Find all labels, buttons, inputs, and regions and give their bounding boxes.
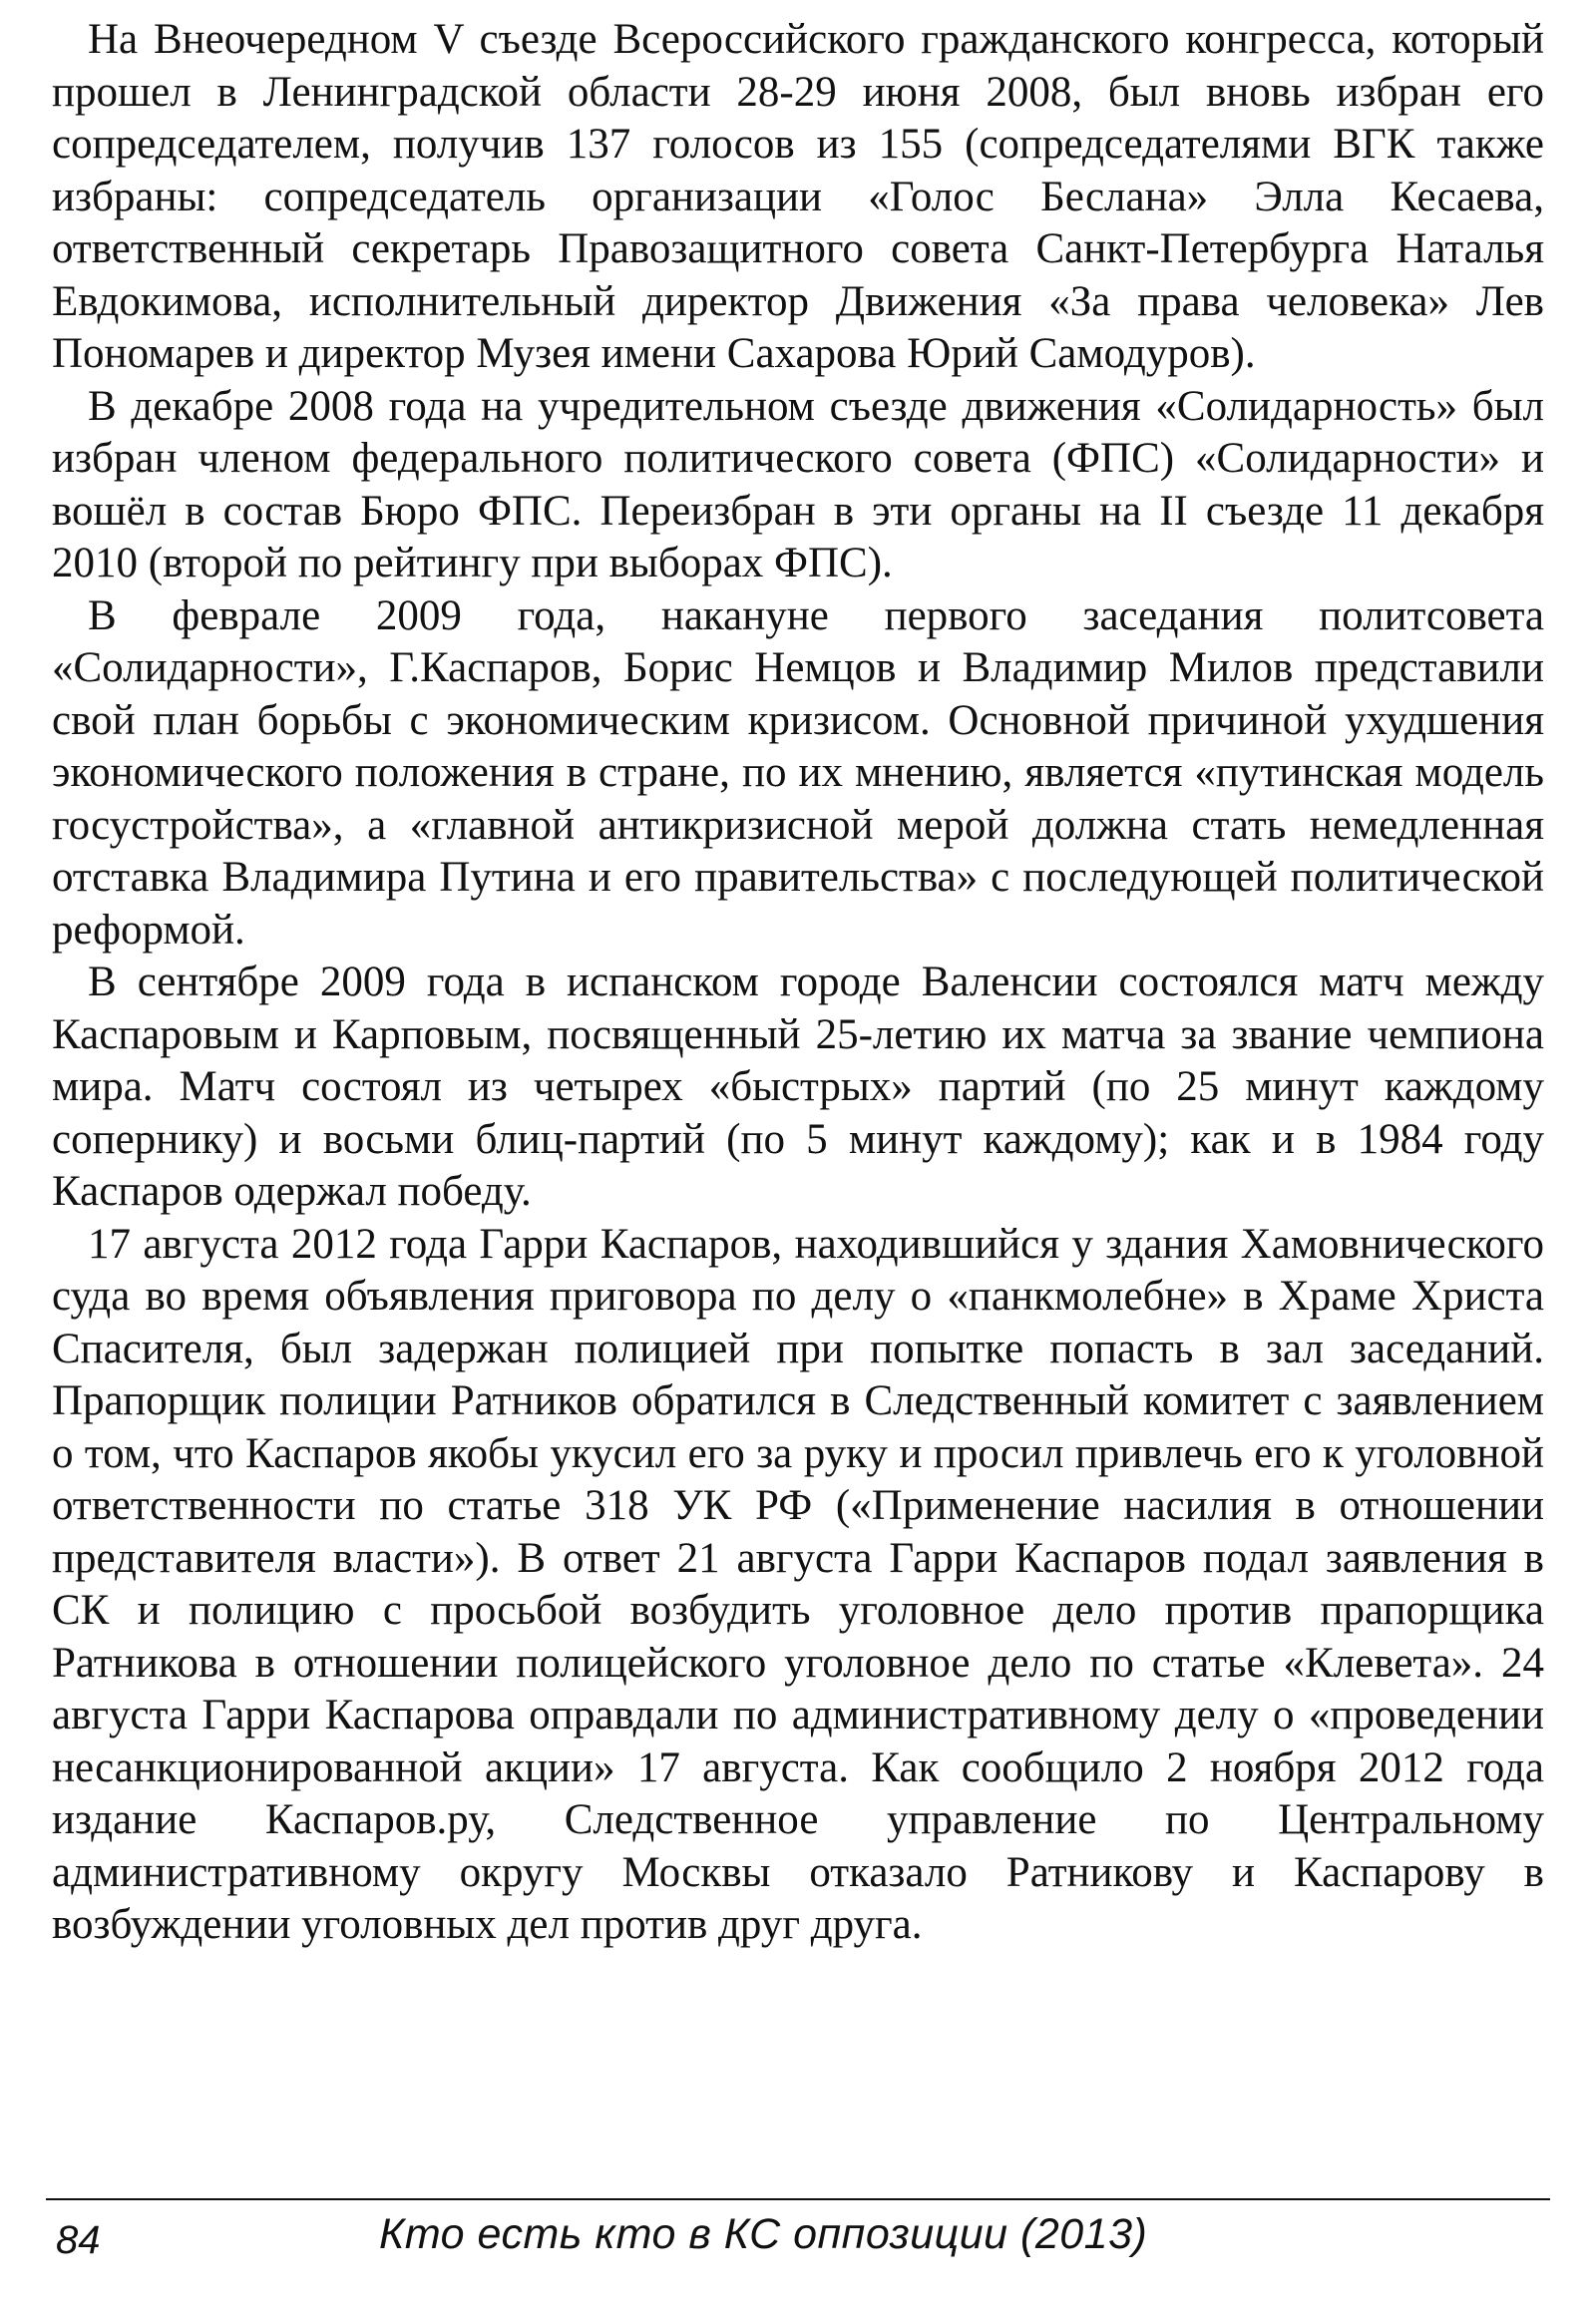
paragraph-valencia-match: В сентябре 2009 года в испанском городе Валенсии состоялся матч между Каспаровым и Карповым, посвященный 25-летию их матча за звание чемпиона мира. Матч состоял из четырех «быстрых» партий (по 25 минут каждому сопернику) и восьми блиц-партий (по 5 минут каждому); как и в 1984 году Каспаров одержал победу. bbox=[52, 959, 1544, 1215]
paragraph-solidarity-council: В декабре 2008 года на учредительном съезде движения «Солидарность» был избран членом федерального политического совета (ФПС) «Солидарности» и вошёл в состав Бюро ФПС. Переизбран в эти органы на II съезде 11 декабря 2010 (второй по рейтингу при выборах ФПС). bbox=[52, 382, 1544, 586]
paragraph-vgk-congress: На Внеочередном V съезде Всероссийского гражданского конгресса, который прошел в Ленинградской области 28-29 июня 2008, был вновь избран его сопредседателем, получив 137 голосов из 155 (сопредседателями ВГК также избраны: сопредседатель организации «Голос Беслана» Элла Кесаева, ответственный секретарь Правозащитного совета Санкт-Петербурга Наталья Евдокимова, исполнительный директор Движения «За права человека» Лев Пономарев и директор Музея имени Сахарова Юрий Самодуров). bbox=[52, 16, 1544, 377]
body-text bbox=[52, 14, 1544, 1952]
running-title: Кто есть кто в КС оппозиции (2013) bbox=[379, 2210, 1148, 2258]
paragraph-court-incident: 17 августа 2012 года Гарри Каспаров, находившийся у здания Хамовнического суда во время объявления приговора по делу о «панкмолебне» в Храме Христа Спасителя, был задержан полицией при попытке попасть в зал заседаний. Прапорщик полиции Ратников обратился в Следственный комитет с заявлением о том, что Каспаров якобы укусил его за руку и просил привлечь его к уголовной ответственности по статье 318 УК РФ («Применение насилия в отношении представителя власти»). В ответ 21 августа Гарри Каспаров подал заявления в СК и полицию с просьбой возбудить уголовное дело против прапорщика Ратникова в отношении полицейского уголовное дело по статье «Клевета». 24 августа Гарри Каспарова оправдали по административному делу о «проведении несанкционированной акции» 17 августа. Как сообщило 2 ноября 2012 года издание Каспаров.ру, Следственное управление по Центральному административному округу Москвы отказало Ратникову и Каспарову в возбуждении уголовных дел против друг друга. bbox=[52, 1220, 1544, 1948]
page-number: 84 bbox=[56, 2218, 101, 2262]
paragraph-anticrisis-plan: В феврале 2009 года, накануне первого заседания политсовета «Солидарности», Г.Каспаров, Борис Немцов и Владимир Милов представили свой план борьбы с экономическим кризисом. Основной причиной ухудшения экономического положения в стране, по их мнению, является «путинская модель госустройства», а «главной антикризисной мерой должна стать немедленная отставка Владимира Путина и его правительства» с последующей политической реформой. bbox=[52, 591, 1544, 954]
footer-divider bbox=[46, 2198, 1550, 2200]
